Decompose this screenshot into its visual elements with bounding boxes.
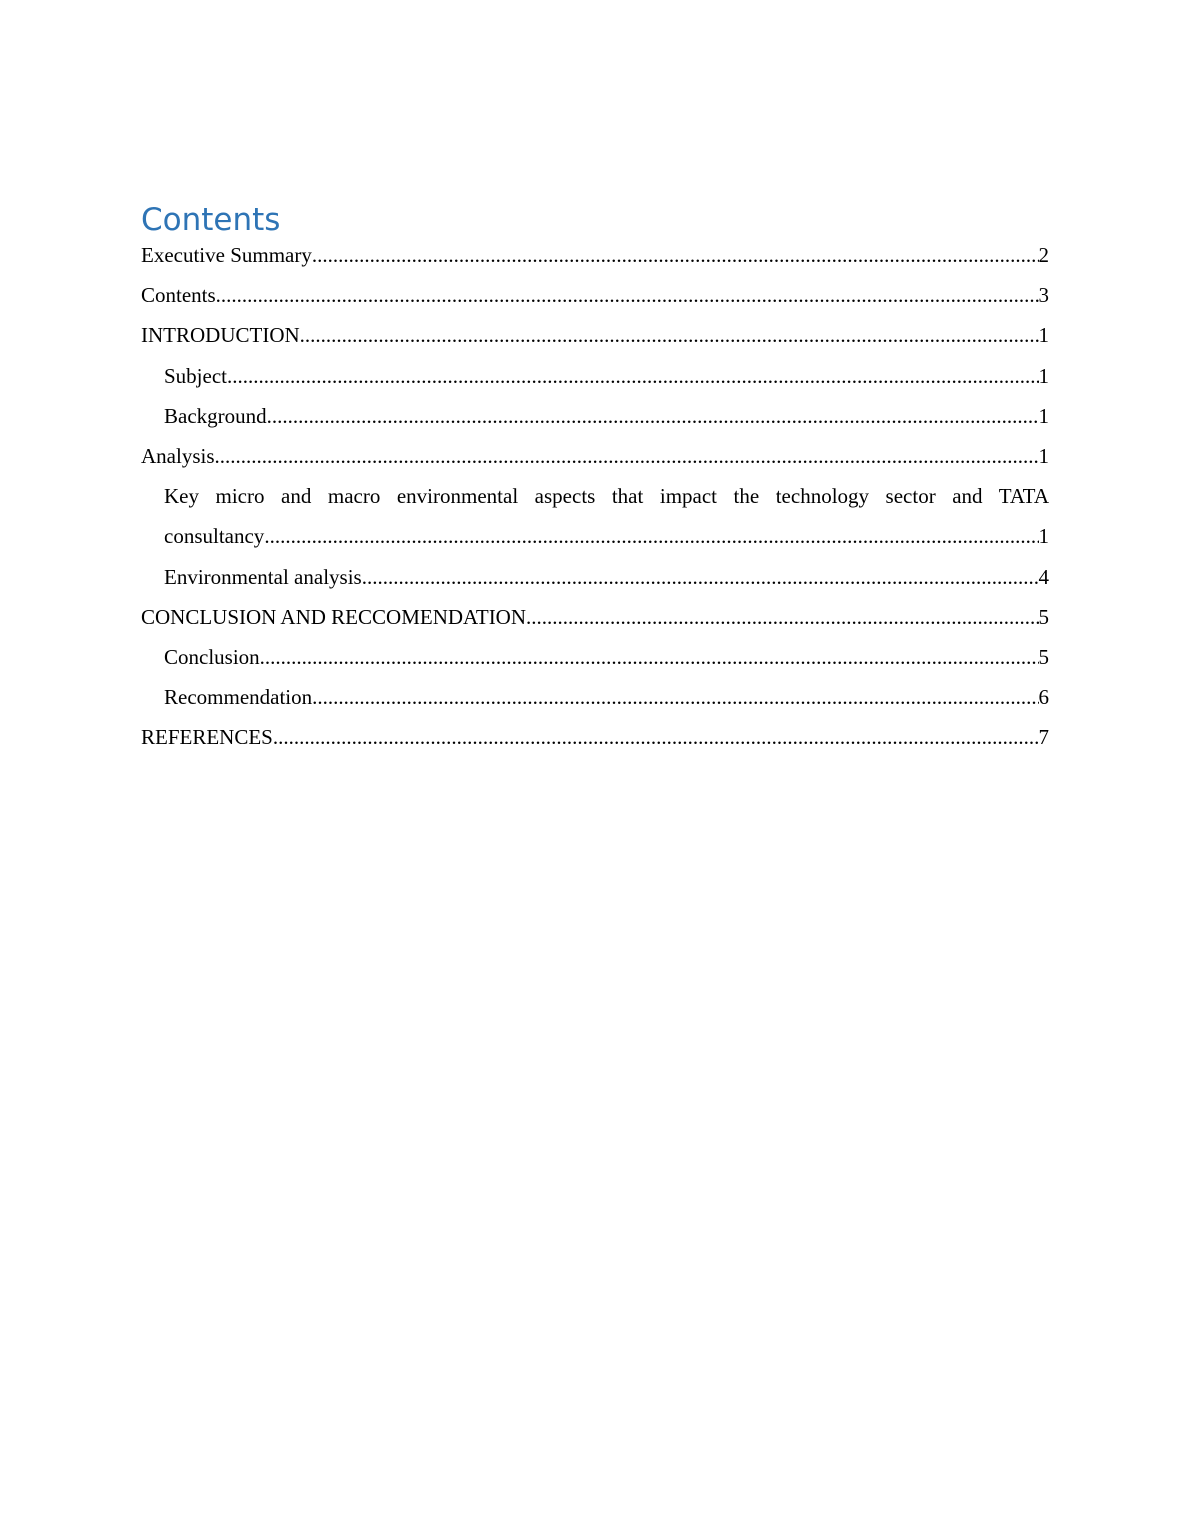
toc-dot-leader xyxy=(267,401,1039,432)
toc-dot-leader xyxy=(312,240,1039,271)
toc-entry-label: Environmental analysis xyxy=(164,564,362,589)
toc-dot-leader xyxy=(362,562,1039,593)
toc-dot-leader xyxy=(312,682,1038,713)
toc-entry-label: Contents xyxy=(141,283,216,308)
toc-entry-key-aspects[interactable] xyxy=(141,481,1049,561)
toc-entry-environmental-analysis[interactable] xyxy=(141,562,1049,602)
toc-page-number: 1 xyxy=(1038,443,1049,468)
toc-entry-label: Executive Summary xyxy=(141,243,312,267)
toc-dot-leader xyxy=(216,280,1039,311)
toc-page-number: 2 xyxy=(1038,243,1049,267)
toc-entry-label: INTRODUCTION xyxy=(141,323,300,348)
toc-entry-conclusion[interactable] xyxy=(141,642,1049,682)
toc-page-number: 1 xyxy=(1038,363,1049,388)
toc-entry-subject[interactable] xyxy=(141,361,1049,401)
toc-page-number: 1 xyxy=(1038,524,1049,549)
toc-entry-label: CONCLUSION AND RECCOMENDATION xyxy=(141,604,527,629)
toc-entry-conclusion-and-recommendation[interactable] xyxy=(141,602,1049,642)
toc-entry-label: Analysis xyxy=(141,443,215,468)
toc-entry-label: Recommendation xyxy=(164,685,313,710)
toc-dot-leader xyxy=(215,441,1039,472)
toc-dot-leader xyxy=(300,320,1039,351)
toc-dot-leader xyxy=(526,602,1038,633)
toc-page-number: 1 xyxy=(1038,403,1049,428)
toc-entry-analysis[interactable] xyxy=(141,441,1049,481)
toc-entry-label: Conclusion xyxy=(164,644,260,669)
toc-page-number: 7 xyxy=(1038,725,1049,750)
toc-page-number: 4 xyxy=(1038,564,1049,589)
toc-dot-leader xyxy=(260,642,1039,673)
toc-dot-leader xyxy=(273,722,1039,753)
table-of-contents xyxy=(141,200,1049,762)
toc-entry-references[interactable] xyxy=(141,722,1049,762)
toc-page-number: 6 xyxy=(1038,685,1049,710)
toc-page-number: 1 xyxy=(1038,323,1049,348)
toc-entry-recommendation[interactable] xyxy=(141,682,1049,722)
toc-entry-label: REFERENCES xyxy=(141,725,273,750)
toc-dot-leader xyxy=(264,521,1038,552)
toc-page-number: 5 xyxy=(1038,604,1049,629)
toc-page-number: 5 xyxy=(1038,644,1049,669)
toc-title: Contents xyxy=(141,202,281,238)
toc-entry-contents[interactable] xyxy=(141,280,1049,320)
toc-entry-label-line2: consultancy xyxy=(164,524,265,549)
toc-entry-introduction[interactable] xyxy=(141,320,1049,360)
toc-dot-leader xyxy=(227,361,1039,392)
toc-entry-label: Background xyxy=(164,403,267,428)
toc-entry-label: Subject xyxy=(164,363,227,388)
toc-entry-label-line1: Key micro and macro environmental aspects that impact the technology sector and TATA xyxy=(164,484,1049,509)
toc-entry-executive-summary[interactable] xyxy=(141,240,1049,280)
toc-entry-background[interactable] xyxy=(141,401,1049,441)
toc-page-number: 3 xyxy=(1038,283,1049,308)
